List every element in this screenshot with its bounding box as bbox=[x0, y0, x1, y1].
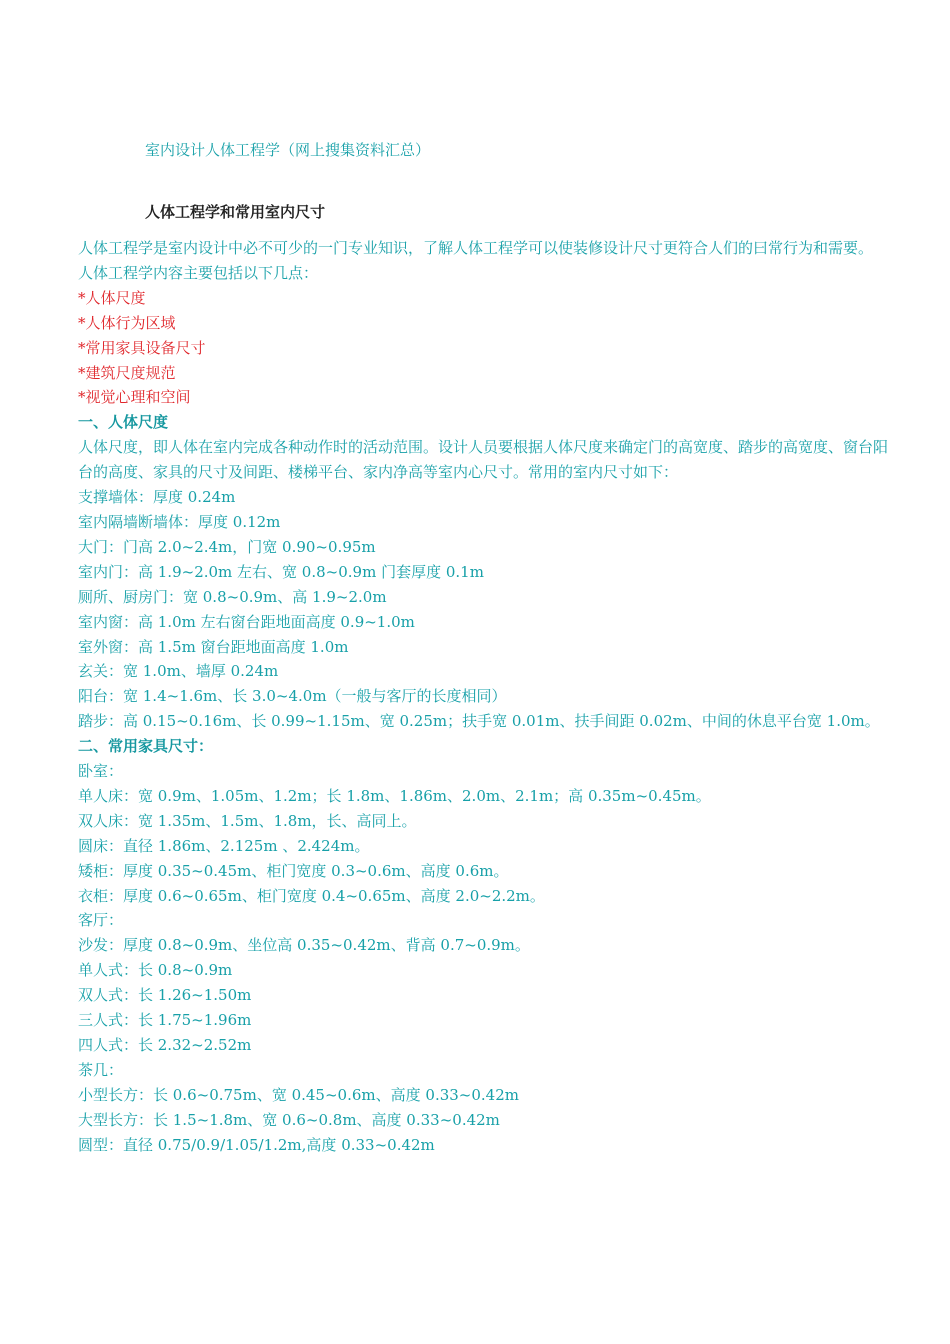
furniture-line: 三人式：长 1.75~1.96m bbox=[78, 1011, 252, 1030]
furniture-line: 圆床：直径 1.86m、2.125m 、2.424m。 bbox=[78, 836, 370, 855]
point-item: *常用家具设备尺寸 bbox=[78, 338, 206, 357]
furniture-line: 卧室： bbox=[78, 762, 124, 781]
point-item: *人体行为区域 bbox=[78, 313, 176, 332]
furniture-line: 沙发：厚度 0.8~0.9m、坐位高 0.35~0.42m、背高 0.7~0.9m。 bbox=[78, 936, 530, 955]
furniture-line: 圆型：直径 0.75/0.9/1.05/1.2m,高度 0.33~0.42m bbox=[78, 1135, 435, 1154]
furniture-line: 矮柜：厚度 0.35~0.45m、柜门宽度 0.3~0.6m、高度 0.6m。 bbox=[78, 861, 509, 880]
section-heading-furniture: 二、常用家具尺寸： bbox=[78, 737, 214, 756]
furniture-line: 双人式：长 1.26~1.50m bbox=[78, 986, 252, 1005]
dimension-item: 支撑墙体：厚度 0.24m bbox=[78, 488, 236, 507]
dimension-item: 室外窗：高 1.5m 窗台距地面高度 1.0m bbox=[78, 637, 349, 656]
dimension-item: 室内门：高 1.9~2.0m 左右、宽 0.8~0.9m 门套厚度 0.1m bbox=[78, 562, 484, 581]
section-heading-body-dimensions: 一、人体尺度 bbox=[78, 413, 169, 432]
contents-lead: 人体工程学内容主要包括以下几点： bbox=[78, 263, 319, 282]
furniture-line: 单人式：长 0.8~0.9m bbox=[78, 961, 233, 980]
furniture-line: 衣柜：厚度 0.6~0.65m、柜门宽度 0.4~0.65m、高度 2.0~2.2m。 bbox=[78, 886, 545, 905]
furniture-line: 单人床：宽 0.9m、1.05m、1.2m；长 1.8m、1.86m、2.0m、2.1m；高 0.35m~0.45m。 bbox=[78, 786, 711, 805]
document-body bbox=[78, 236, 893, 1158]
document-subtitle: 人体工程学和常用室内尺寸 bbox=[145, 203, 326, 221]
point-item: *建筑尺度规范 bbox=[78, 363, 176, 382]
dimension-item: 室内窗：高 1.0m 左右窗台距地面高度 0.9~1.0m bbox=[78, 612, 415, 631]
furniture-line: 大型长方：长 1.5~1.8m、宽 0.6~0.8m、高度 0.33~0.42m bbox=[78, 1110, 500, 1129]
point-item: *视觉心理和空间 bbox=[78, 388, 191, 407]
steps-item: 踏步：高 0.15~0.16m、长 0.99~1.15m、宽 0.25m；扶手宽 0.01m、扶手间距 0.02m、中间的休息平台宽 1.0m。 bbox=[78, 712, 880, 731]
furniture-line: 茶几： bbox=[78, 1060, 124, 1079]
point-item: *人体尺度 bbox=[78, 288, 146, 307]
dimension-item: 室内隔墙断墙体：厚度 0.12m bbox=[78, 512, 281, 531]
body-dimensions-paragraph: 人体尺度，即人体在室内完成各种动作时的活动范围。设计人员要根据人体尺度来确定门的高宽度、踏步的高宽度、窗台阳台的高度、家具的尺寸及间距、楼梯平台、家内净高等室内心尺寸。常用的室内尺寸如下： bbox=[78, 438, 889, 482]
furniture-line: 双人床：宽 1.35m、1.5m、1.8m，长、高同上。 bbox=[78, 811, 417, 830]
furniture-line: 四人式：长 2.32~2.52m bbox=[78, 1036, 252, 1054]
dimension-item: 阳台：宽 1.4~1.6m、长 3.0~4.0m（一般与客厅的长度相同） bbox=[78, 687, 507, 706]
dimension-item: 厕所、厨房门：宽 0.8~0.9m、高 1.9~2.0m bbox=[78, 587, 387, 606]
document-title: 室内设计人体工程学（网上搜集资料汇总） bbox=[145, 141, 431, 159]
intro-paragraph: 人体工程学是室内设计中必不可少的一门专业知识，了解人体工程学可以使装修设计尺寸更符合人们的曰常行为和需要。 bbox=[78, 239, 874, 257]
dimension-item: 大门：门高 2.0~2.4m，门宽 0.90~0.95m bbox=[78, 537, 376, 556]
dimension-item: 玄关：宽 1.0m、墙厚 0.24m bbox=[78, 662, 279, 681]
furniture-line: 客厅： bbox=[78, 911, 124, 930]
furniture-line: 小型长方：长 0.6~0.75m、宽 0.45~0.6m、高度 0.33~0.42m bbox=[78, 1085, 519, 1104]
